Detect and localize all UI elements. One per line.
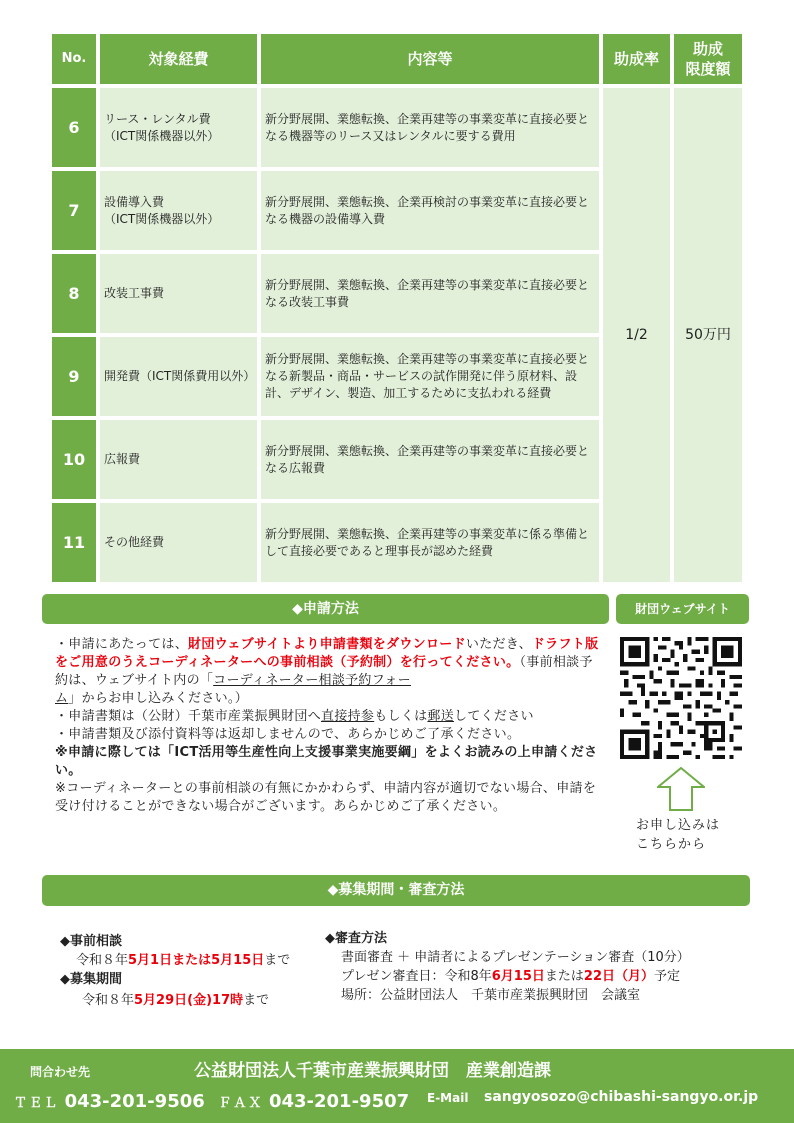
- fax-number: 043-201-9507: [268, 1091, 410, 1112]
- row-no: 10: [50, 418, 98, 501]
- download-instruction: 財団ウェブサイトより申請書類をダウンロード: [188, 637, 466, 652]
- row-item: リース・レンタル費 （ICT関係機器以外）: [98, 86, 259, 169]
- review-line-3: 場所：公益財団法人 千葉市産業振興財団 会議室: [341, 988, 641, 1003]
- application-section-title: ◆申請方法: [42, 594, 609, 624]
- header-no: No.: [50, 32, 98, 86]
- email-label: E-Mail: [427, 1091, 469, 1105]
- row-item: その他経費: [98, 501, 259, 584]
- application-paragraph-4: ※申請に際しては「ICT活用等生産性向上支援事業実施要綱」をよくお読みの上申請ください。: [55, 745, 598, 778]
- application-paragraph-2: ・申請書類は（公財）千葉市産業振興財団へ直接持参もしくは郵送してください: [55, 709, 534, 724]
- recruit-section-title: ◆募集期間・審査方法: [42, 875, 750, 906]
- header-limit: 助成 限度額: [672, 32, 744, 86]
- pre-consultation-instruction: ドラフト版をご用意のうえコーディネーターへの事前相談（予約制）を行ってください。: [55, 637, 599, 670]
- row-no: 11: [50, 501, 98, 584]
- table-row: [50, 86, 744, 169]
- email-address[interactable]: sangyosozo@chibashi-sangyo.or.jp: [484, 1089, 759, 1105]
- consultation-deadline: 令和８年5月1日または5月15日まで: [76, 953, 291, 968]
- website-label: 財団ウェブサイト: [616, 594, 749, 624]
- row-content: 新分野展開、業態転換、企業再建等の事業変革に直接必要となる広報費: [259, 418, 601, 501]
- qr-code-icon[interactable]: [620, 637, 742, 759]
- consultation-block: [60, 932, 290, 1010]
- row-no: 7: [50, 169, 98, 252]
- row-content: 新分野展開、業態転換、企業再建等の事業変革に直接必要となる改装工事費: [259, 252, 601, 335]
- application-paragraph-1: ・申請にあたっては、財団ウェブサイトより申請書類をダウンロードいただき、ドラフト版をご用意のうえコーディネーターへの事前相談（予約制）を行ってください。（事前相談予約は、ウェブサイト内の「コーディネーター相談予約フォーム」からお申し込みください。）: [55, 637, 599, 706]
- header-content: 内容等: [259, 32, 601, 86]
- application-paragraph-3: ・申請書類及び添付資料等は返却しませんので、あらかじめご了承ください。: [55, 727, 521, 742]
- application-paragraph-5: ※コーディネーターとの事前相談の有無にかかわらず、申請内容が適切でない場合、申請を受け付けることができない場合がございます。あらかじめご了承ください。: [55, 781, 597, 814]
- header-rate: 助成率: [601, 32, 672, 86]
- row-no: 8: [50, 252, 98, 335]
- row-content: 新分野展開、業態転換、企業再検討の事業変革に直接必要となる機器の設備導入費: [259, 169, 601, 252]
- review-line-2: プレゼン審査日：令和8年6月15日または22日（月）予定: [341, 969, 681, 984]
- row-item: 改装工事費: [98, 252, 259, 335]
- review-block: [325, 929, 690, 1005]
- row-content: 新分野展開、業態転換、企業再建等の事業変革に係る準備として直接必要であると理事長が認めた経費: [259, 501, 601, 584]
- row-no: 9: [50, 335, 98, 418]
- row-item: 広報費: [98, 418, 259, 501]
- header-item: 対象経費: [98, 32, 259, 86]
- row-no: 6: [50, 86, 98, 169]
- coordinator-form-link[interactable]: コーディネーター相談予約フォーム: [55, 673, 411, 706]
- organization-name: 公益財団法人千葉市産業振興財団 産業創造課: [194, 1061, 551, 1081]
- consultation-title: ◆事前相談: [60, 934, 122, 949]
- application-body: [55, 636, 603, 816]
- row-content: 新分野展開、業態転換、企業再建等の事業変革に直接必要となる新製品・商品・サービスの試作開発に伴う原材料、設計、デザイン、製造、加工するために支払われる経費: [259, 335, 601, 418]
- cost-table: [50, 32, 744, 584]
- subsidy-limit: 50万円: [672, 86, 744, 584]
- row-item: 設備導入費 （ICT関係機器以外）: [98, 169, 259, 252]
- row-content: 新分野展開、業態転換、企業再建等の事業変革に直接必要となる機器等のリース又はレンタルに要する費用: [259, 86, 601, 169]
- review-title: ◆審査方法: [325, 931, 387, 946]
- table-header-row: [50, 32, 744, 86]
- period-title: ◆募集期間: [60, 972, 122, 987]
- apply-here-text: お申し込みは こちらから: [636, 818, 721, 852]
- subsidy-rate: 1/2: [601, 86, 672, 584]
- tel-number: 043-201-9506: [64, 1091, 205, 1112]
- period-deadline: 令和８年5月29日(金)17時まで: [82, 993, 270, 1008]
- contact-label: 問合わせ先: [30, 1065, 91, 1079]
- up-arrow-icon: [657, 767, 705, 811]
- footer: [0, 1049, 794, 1123]
- row-item: 開発費（ICT関係費用以外）: [98, 335, 259, 418]
- review-line-1: 書面審査 ＋ 申請者によるプレゼンテーション審査（10分）: [341, 950, 690, 965]
- phone-fax-line: ＴＥＬ 043-201-9506 ＦＡＸ 043-201-9507: [14, 1091, 410, 1112]
